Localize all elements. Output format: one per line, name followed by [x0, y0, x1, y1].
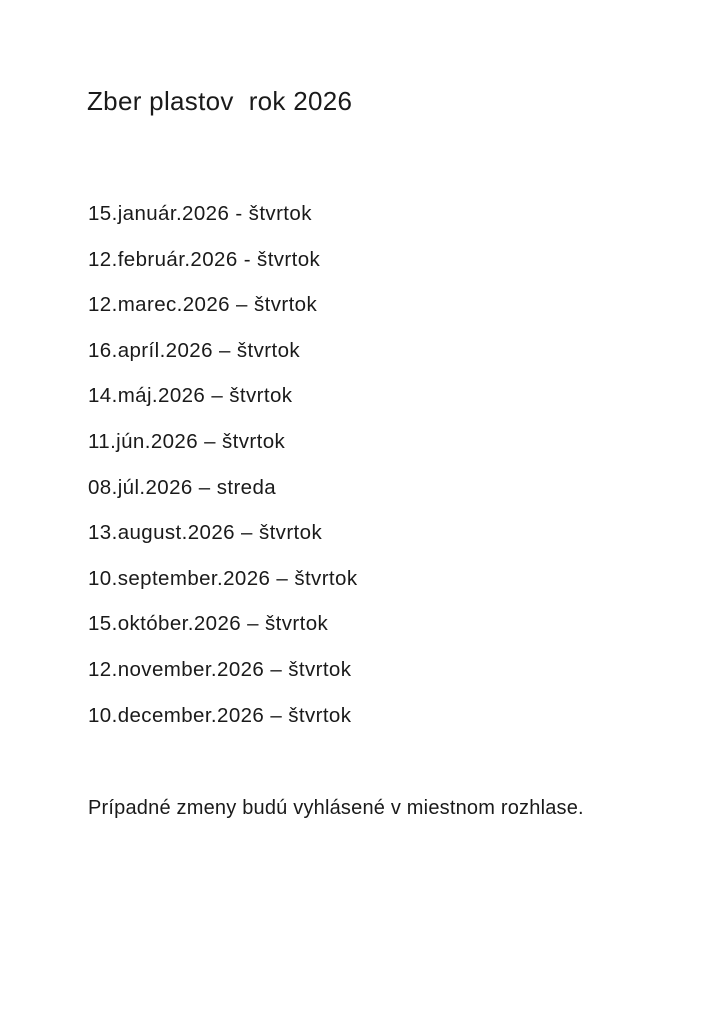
list-item: 15.október.2026 – štvrtok [88, 612, 329, 636]
list-item: 12.marec.2026 – štvrtok [88, 293, 318, 317]
list-item: 12.november.2026 – štvrtok [88, 657, 352, 681]
list-item: 12.február.2026 - štvrtok [88, 247, 321, 271]
footer-note: Prípadné zmeny budú vyhlásené v miestnom rozhlase. [88, 797, 584, 819]
list-item: 16.apríl.2026 – štvrtok [88, 338, 301, 362]
list-item: 10.december.2026 – štvrtok [88, 703, 352, 727]
list-item: 13.august.2026 – štvrtok [88, 521, 323, 545]
list-item: 10.september.2026 – štvrtok [88, 566, 358, 590]
collection-dates-list [88, 196, 357, 743]
list-item: 15.január.2026 - štvrtok [88, 202, 312, 225]
list-item: 08.júl.2026 – streda [88, 475, 277, 499]
list-item: 11.jún.2026 – štvrtok [88, 429, 286, 453]
page-title: Zber plastov rok 2026 [87, 86, 353, 116]
list-item: 14.máj.2026 – štvrtok [88, 384, 293, 408]
